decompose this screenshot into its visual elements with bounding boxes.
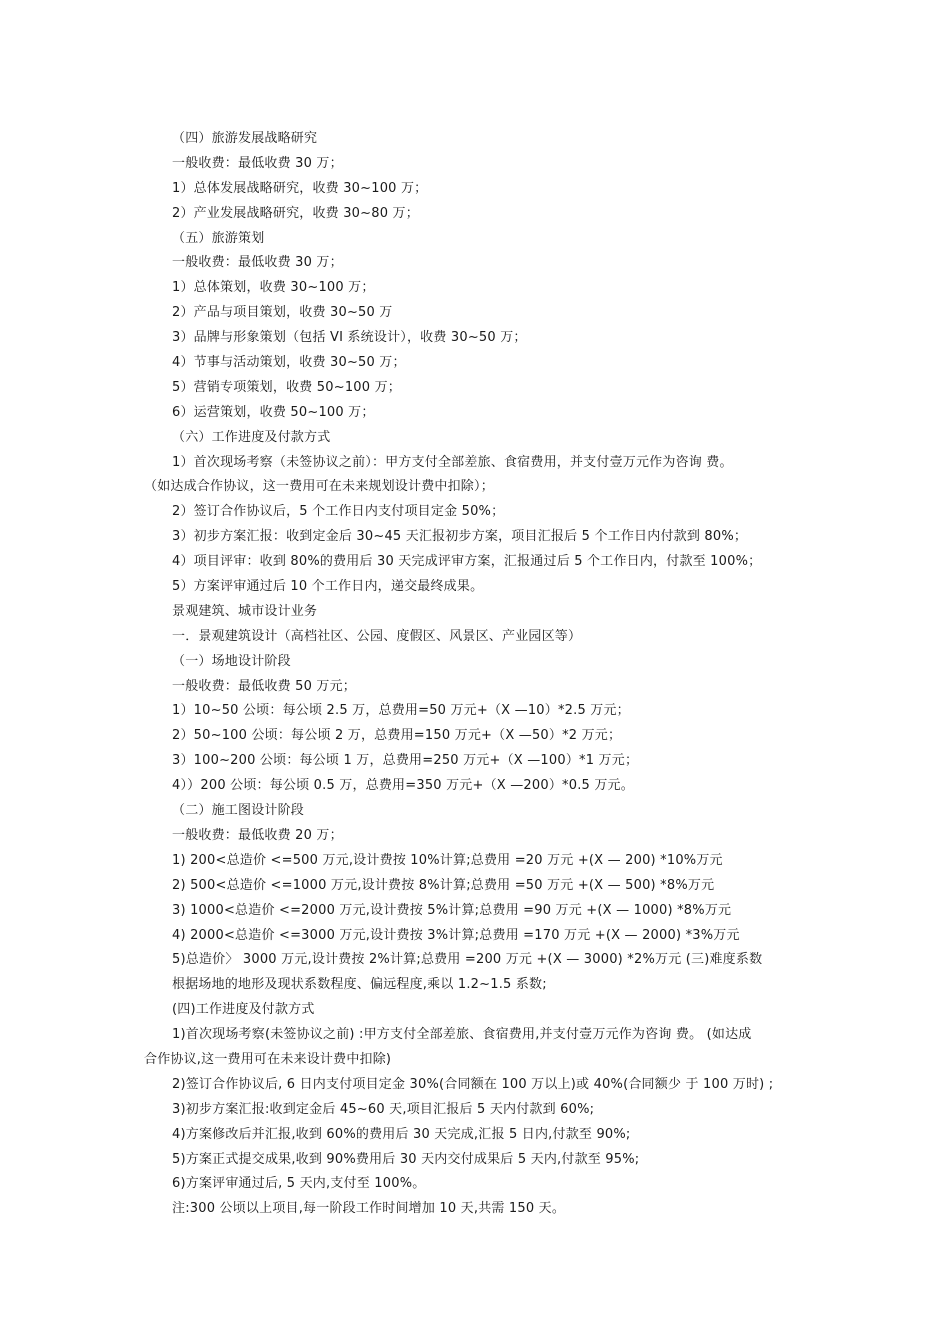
text-line: 3）初步方案汇报：收到定金后 30~45 天汇报初步方案，项目汇报后 5 个工作日内付款到 80%； bbox=[172, 529, 748, 545]
text-line: （五）旅游策划 bbox=[172, 230, 265, 246]
document-body bbox=[144, 127, 808, 1222]
text-line: 4)方案修改后并汇报,收到 60%的费用后 30 天完成,汇报 5 日内,付款至 90%; bbox=[172, 1126, 631, 1142]
text-line: 4）项目评审：收到 80%的费用后 30 天完成评审方案，汇报通过后 5 个工作日内，付款至 100%； bbox=[172, 554, 762, 570]
text-line: 一般收费：最低收费 30 万； bbox=[172, 255, 343, 271]
text-line: 1）10~50 公顷：每公顷 2.5 万，总费用=50 万元+（X —10）*2.5 万元； bbox=[172, 703, 630, 719]
text-line: （一）场地设计阶段 bbox=[172, 653, 291, 669]
text-line: 3) 1000<总造价 <=2000 万元,设计费按 5%计算;总费用 =90 万元 +(X — 1000) *8%万元 bbox=[172, 902, 732, 918]
text-line: 根据场地的地形及现状系数程度、偏远程度,乘以 1.2~1.5 系数; bbox=[172, 977, 547, 993]
text-line: 一．景观建筑设计（高档社区、公园、度假区、风景区、产业园区等） bbox=[172, 628, 582, 644]
text-line: 6）运营策划，收费 50~100 万； bbox=[172, 404, 375, 420]
text-line: （四）旅游发展战略研究 bbox=[172, 131, 318, 146]
text-line: 5）方案评审通过后 10 个工作日内，递交最终成果。 bbox=[172, 579, 484, 595]
text-line: 2)签订合作协议后, 6 日内支付项目定金 30%(合同额在 100 万以上)或 40%(合同额少 于 100 万时) ; bbox=[172, 1076, 774, 1092]
text-line: 2）产业发展战略研究，收费 30~80 万； bbox=[172, 205, 419, 221]
text-line: 合作协议,这一费用可在未来设计费中扣除) bbox=[144, 1051, 392, 1067]
text-line: 一般收费：最低收费 30 万； bbox=[172, 155, 343, 171]
text-line: （二）施工图设计阶段 bbox=[172, 803, 305, 819]
text-line: 6)方案评审通过后, 5 天内,支付至 100%。 bbox=[172, 1176, 426, 1192]
text-line: 2）签订合作协议后，5 个工作日内支付项目定金 50%； bbox=[172, 504, 505, 520]
text-line: 2）50~100 公顷：每公顷 2 万，总费用=150 万元+（X —50）*2 万元； bbox=[172, 728, 622, 744]
text-line: 4））200 公顷：每公顷 0.5 万，总费用=350 万元+（X —200）*0.5 万元。 bbox=[172, 778, 634, 794]
text-line: 5)总造价〉 3000 万元,设计费按 2%计算;总费用 =200 万元 +(X — 3000) *2%万元 (三)难度系数 bbox=[172, 952, 763, 968]
text-line: 3)初步方案汇报:收到定金后 45~60 天,项目汇报后 5 天内付款到 60%; bbox=[172, 1101, 595, 1117]
text-line: 一般收费：最低收费 50 万元； bbox=[172, 678, 357, 694]
text-line: 1）总体策划，收费 30~100 万； bbox=[172, 280, 375, 296]
text-line: 5）营销专项策划，收费 50~100 万； bbox=[172, 379, 401, 395]
text-line: （六）工作进度及付款方式 bbox=[172, 429, 331, 445]
text-line: 1)首次现场考察(未签协议之前) :甲方支付全部差旅、食宿费用,并支付壹万元作为咨询 费。 (如达成 bbox=[172, 1027, 752, 1043]
text-line: 2) 500<总造价 <=1000 万元,设计费按 8%计算;总费用 =50 万元 +(X — 500) *8%万元 bbox=[172, 877, 715, 893]
text-line: 3）100~200 公顷：每公顷 1 万，总费用=250 万元+（X —100）*1 万元； bbox=[172, 753, 639, 769]
text-line: 1) 200<总造价 <=500 万元,设计费按 10%计算;总费用 =20 万元 +(X — 200) *10%万元 bbox=[172, 852, 723, 868]
text-line: (四)工作进度及付款方式 bbox=[172, 1002, 315, 1018]
text-line: 1）首次现场考察（未签协议之前）：甲方支付全部差旅、食宿费用，并支付壹万元作为咨询 费。 bbox=[172, 454, 733, 470]
text-line: 2）产品与项目策划，收费 30~50 万 bbox=[172, 305, 393, 321]
text-line: （如达成合作协议，这一费用可在未来规划设计费中扣除）； bbox=[144, 479, 494, 495]
text-line: 一般收费：最低收费 20 万； bbox=[172, 827, 343, 843]
text-line: 注:300 公顷以上项目,每一阶段工作时间增加 10 天,共需 150 天。 bbox=[172, 1201, 566, 1217]
text-line: 4）节事与活动策划，收费 30~50 万； bbox=[172, 355, 406, 371]
text-line: 5)方案正式提交成果,收到 90%费用后 30 天内交付成果后 5 天内,付款至 95%; bbox=[172, 1151, 640, 1167]
text-line: 1）总体发展战略研究，收费 30~100 万； bbox=[172, 180, 428, 196]
text-line: 3）品牌与形象策划（包括 VI 系统设计），收费 30~50 万； bbox=[172, 330, 527, 346]
text-line: 4) 2000<总造价 <=3000 万元,设计费按 3%计算;总费用 =170 万元 +(X — 2000) *3%万元 bbox=[172, 927, 740, 943]
text-line: 景观建筑、城市设计业务 bbox=[172, 603, 318, 619]
